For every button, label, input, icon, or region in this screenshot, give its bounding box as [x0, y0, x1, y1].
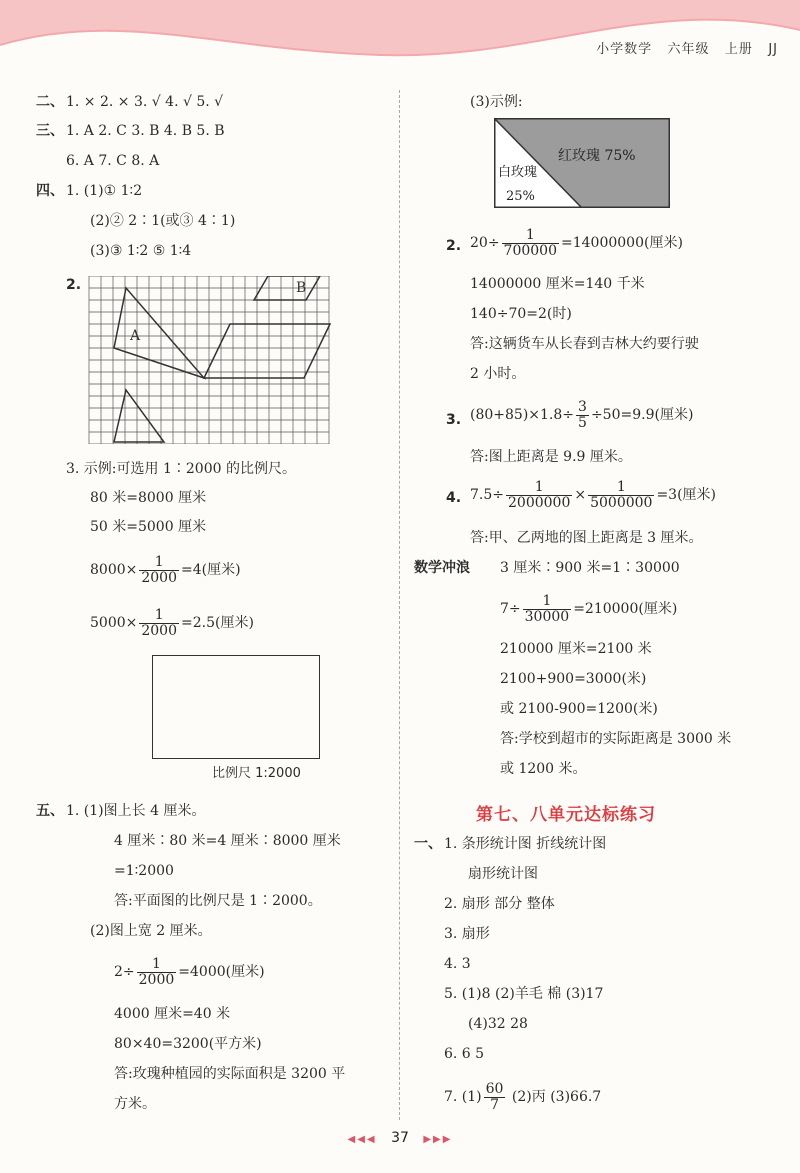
s5-d: 答:平面图的比例尺是 1∶2000。: [114, 893, 322, 909]
section-3-answers-2: 6. A 7. C 8. A: [66, 153, 160, 169]
unit-q7: 7. (1) $\frac{60}{7}$ (2)丙 (3)66.7: [444, 1080, 602, 1113]
unit-q2: 2. 扇形 部分 整体: [444, 896, 555, 912]
unit-q4: 4. 3: [444, 956, 471, 972]
s5-c: =1∶2000: [114, 863, 174, 879]
page-number: 37: [391, 1130, 409, 1146]
math-surf-label: 数学冲浪: [414, 560, 470, 576]
unit-q1-a: 1. 条形统计图 折线统计图: [444, 836, 607, 852]
section-2-answers: 1. × 2. × 3. √ 4. √ 5. √: [66, 94, 224, 110]
scale-caption: 比例尺 1:2000: [212, 766, 301, 781]
r-q2-d: 答:这辆货车从长春到吉林大约要行驶: [470, 336, 699, 352]
rose-chart: [494, 118, 670, 208]
s5-b: 4 厘米∶80 米=4 厘米∶8000 厘米: [114, 833, 341, 849]
unit-q6: 6. 6 5: [444, 1046, 485, 1062]
prev-arrows-icon: ◀◀◀: [347, 1134, 377, 1145]
s4-q1-b: (2)② 2∶1(或③ 4∶1): [90, 213, 236, 229]
r-q3-number: 3.: [446, 412, 462, 428]
page-footer: [0, 1130, 800, 1146]
unit-label: 一、: [414, 836, 442, 852]
s5-a: 1. (1)图上长 4 厘米。: [66, 803, 206, 819]
s5-i: 答:玫瑰种植园的实际面积是 3200 平: [114, 1066, 346, 1082]
next-arrows-icon: ▶▶▶: [423, 1134, 453, 1145]
r-q4-number: 4.: [446, 490, 462, 506]
scale-rectangle: [152, 655, 320, 759]
header-wave: [0, 0, 800, 70]
r-q2-b: 14000000 厘米=140 千米: [470, 276, 645, 292]
surf-g: 或 1200 米。: [500, 761, 587, 777]
parallelogram-lower: [204, 324, 330, 378]
s5-h: 80×40=3200(平方米): [114, 1036, 262, 1052]
section-4-label: 四、: [36, 183, 64, 199]
r-q2-e: 2 小时。: [470, 366, 526, 382]
surf-b: 7÷ $\frac{1}{30000}$ =210000(厘米): [500, 592, 678, 625]
r-q4-b: 答:甲、乙两地的图上距离是 3 厘米。: [470, 530, 703, 546]
column-divider: [399, 90, 400, 1120]
s5-f: 2÷ $\frac{1}{2000}$ =4000(厘米): [114, 955, 265, 988]
grid-label-b: B: [296, 280, 307, 296]
section-5-label: 五、: [36, 803, 64, 819]
r-q2-number: 2.: [446, 238, 462, 254]
s5-j: 方米。: [114, 1096, 156, 1112]
header-title: 小学数学 六年级 上册 JJ: [596, 42, 778, 57]
unit-q1-b: 扇形统计图: [468, 866, 538, 882]
section-2-label: 二、: [36, 94, 64, 110]
s4-q3-e: 5000× $\frac{1}{2000}$ =2.5(厘米): [90, 606, 254, 639]
r-q2-c: 140÷70=2(时): [470, 306, 572, 322]
s5-e: (2)图上宽 2 厘米。: [90, 923, 212, 939]
unit-section-title: 第七、八单元达标练习: [476, 805, 656, 825]
s4-q1-a: 1. (1)① 1∶2: [66, 183, 143, 199]
surf-d: 2100+900=3000(米): [500, 671, 647, 687]
surf-a: 3 厘米∶900 米=1∶30000: [500, 560, 680, 576]
s4-q1-c: (3)③ 1∶2 ⑤ 1∶4: [90, 243, 192, 259]
white-rose-pct: 25%: [506, 189, 535, 204]
unit-q3: 3. 扇形: [444, 926, 490, 942]
s5-g: 4000 厘米=40 米: [114, 1006, 231, 1022]
surf-e: 或 2100-900=1200(米): [500, 701, 658, 717]
red-rose-label: 红玫瑰 75%: [558, 148, 636, 164]
s4-q3-c: 50 米=5000 厘米: [90, 519, 207, 535]
grid-label-a: A: [130, 328, 141, 344]
s4-q3-b: 80 米=8000 厘米: [90, 490, 207, 506]
r-q4-a: 7.5÷ $\frac{1}{2000000}$ × $\frac{1}{5000000}$ =3(厘米): [470, 478, 717, 511]
unit-q5-a: 5. (1)8 (2)羊毛 棉 (3)17: [444, 986, 604, 1002]
r-q3-a: (80+85)×1.8÷ $\frac{3}{5}$ ÷50=9.9(厘米): [470, 398, 694, 431]
r-q2-a: 20÷ $\frac{1}{700000}$ =14000000(厘米): [470, 226, 683, 259]
r-q3-b: 答:图上距离是 9.9 厘米。: [470, 449, 632, 465]
s4-q2-number: 2.: [66, 277, 82, 293]
s4-q3-d: 8000× $\frac{1}{2000}$ =4(厘米): [90, 553, 241, 586]
r-q3-example: (3)示例:: [470, 94, 523, 110]
surf-f: 答:学校到超市的实际距离是 3000 米: [500, 731, 732, 747]
unit-q5-b: (4)32 28: [468, 1016, 528, 1032]
section-3-answers-1: 1. A 2. C 3. B 4. B 5. B: [66, 123, 225, 139]
surf-c: 210000 厘米=2100 米: [500, 641, 652, 657]
s4-q3-a: 3. 示例:可选用 1∶2000 的比例尺。: [66, 461, 296, 477]
section-3-label: 三、: [36, 123, 64, 139]
small-triangle: [114, 390, 164, 442]
triangle-a: [114, 288, 204, 378]
grid-figure: [88, 276, 332, 444]
white-rose-label: 白玫瑰: [498, 165, 538, 180]
